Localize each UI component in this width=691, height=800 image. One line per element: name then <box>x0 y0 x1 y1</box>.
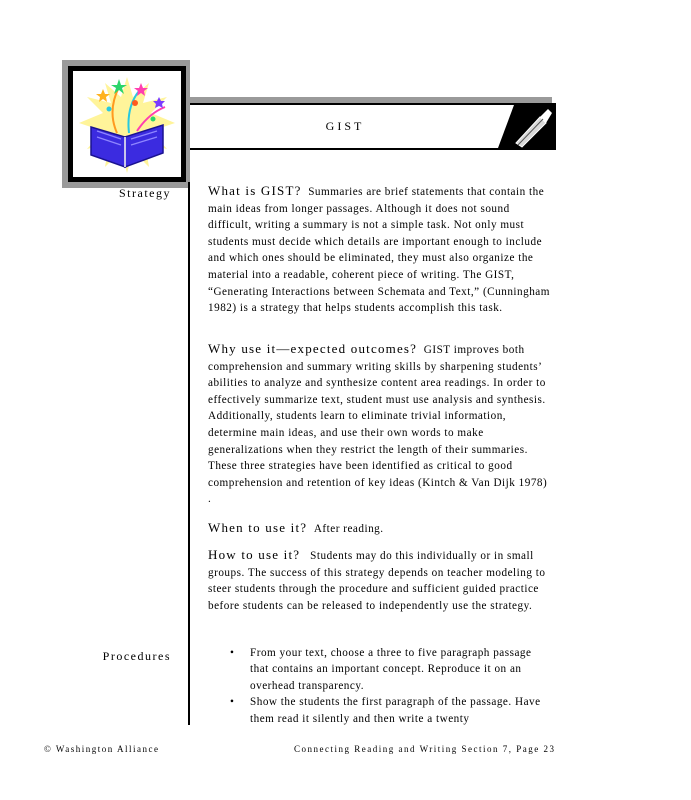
open-book-with-stars-icon <box>77 75 177 175</box>
question-why: Why use it—expected outcomes? <box>208 341 418 356</box>
vertical-divider <box>188 182 190 725</box>
procedure-item: • From your text, choose a three to five paragraph passage that contains an important concept. Reproduce it on an overhead transparency. <box>230 645 550 694</box>
procedure-item: • Show the students the first paragraph of the passage. Have them read it silently and then write a twenty <box>230 694 550 727</box>
section-how <box>208 547 550 614</box>
page-title: GIST <box>325 119 365 133</box>
fountain-pen-icon <box>498 105 554 148</box>
procedures-list <box>230 645 550 727</box>
answer-what: Summaries are brief statements that contain the main ideas from longer passages. Although it does not sound difficult, writing a summary is not a simple task. Not only must students must decide which details are important enough to include and which ones should be eliminated, they must also organize the material into a readable, coherent piece of writing. The GIST, “Generating Interactions between Schemata and Text,” (Cunningham 1982) is a strategy that helps students accomplish this task. <box>208 186 550 315</box>
question-how: How to use it? <box>208 547 301 562</box>
answer-when: After reading. <box>313 523 384 535</box>
section-when <box>208 520 550 538</box>
strategy-label: Strategy <box>119 186 171 200</box>
title-bar <box>190 103 556 150</box>
section-why <box>208 341 550 508</box>
logo <box>68 66 186 182</box>
section-what <box>208 183 550 317</box>
question-what: What is GIST? <box>208 183 302 198</box>
question-when: When to use it? <box>208 520 308 535</box>
answer-why: GIST improves both comprehension and summary writing skills by sharpening students’ abilities to analyze and synthesize content area readings. In order to effectively summarize text, student must use analysis and synthesis. Additionally, students learn to eliminate trivial information, determine main ideas, and use their own words to make generalizations when they restrict the length of their summaries. These three strategies have been identified as critical to good comprehension and retention of key ideas (Kintch & Van Dijk 1978) . <box>208 344 548 506</box>
procedures-label: Procedures <box>102 649 171 663</box>
footer-page-info: Connecting Reading and Writing Section 7, Page 23 <box>294 744 556 754</box>
answer-how: Students may do this individually or in small groups. The success of this strategy depends on teacher modeling to steer students through the procedure and sufficient guided practice before students can be released to independently use the strategy. <box>208 550 546 612</box>
footer-copyright: © Washington Alliance <box>44 744 160 754</box>
